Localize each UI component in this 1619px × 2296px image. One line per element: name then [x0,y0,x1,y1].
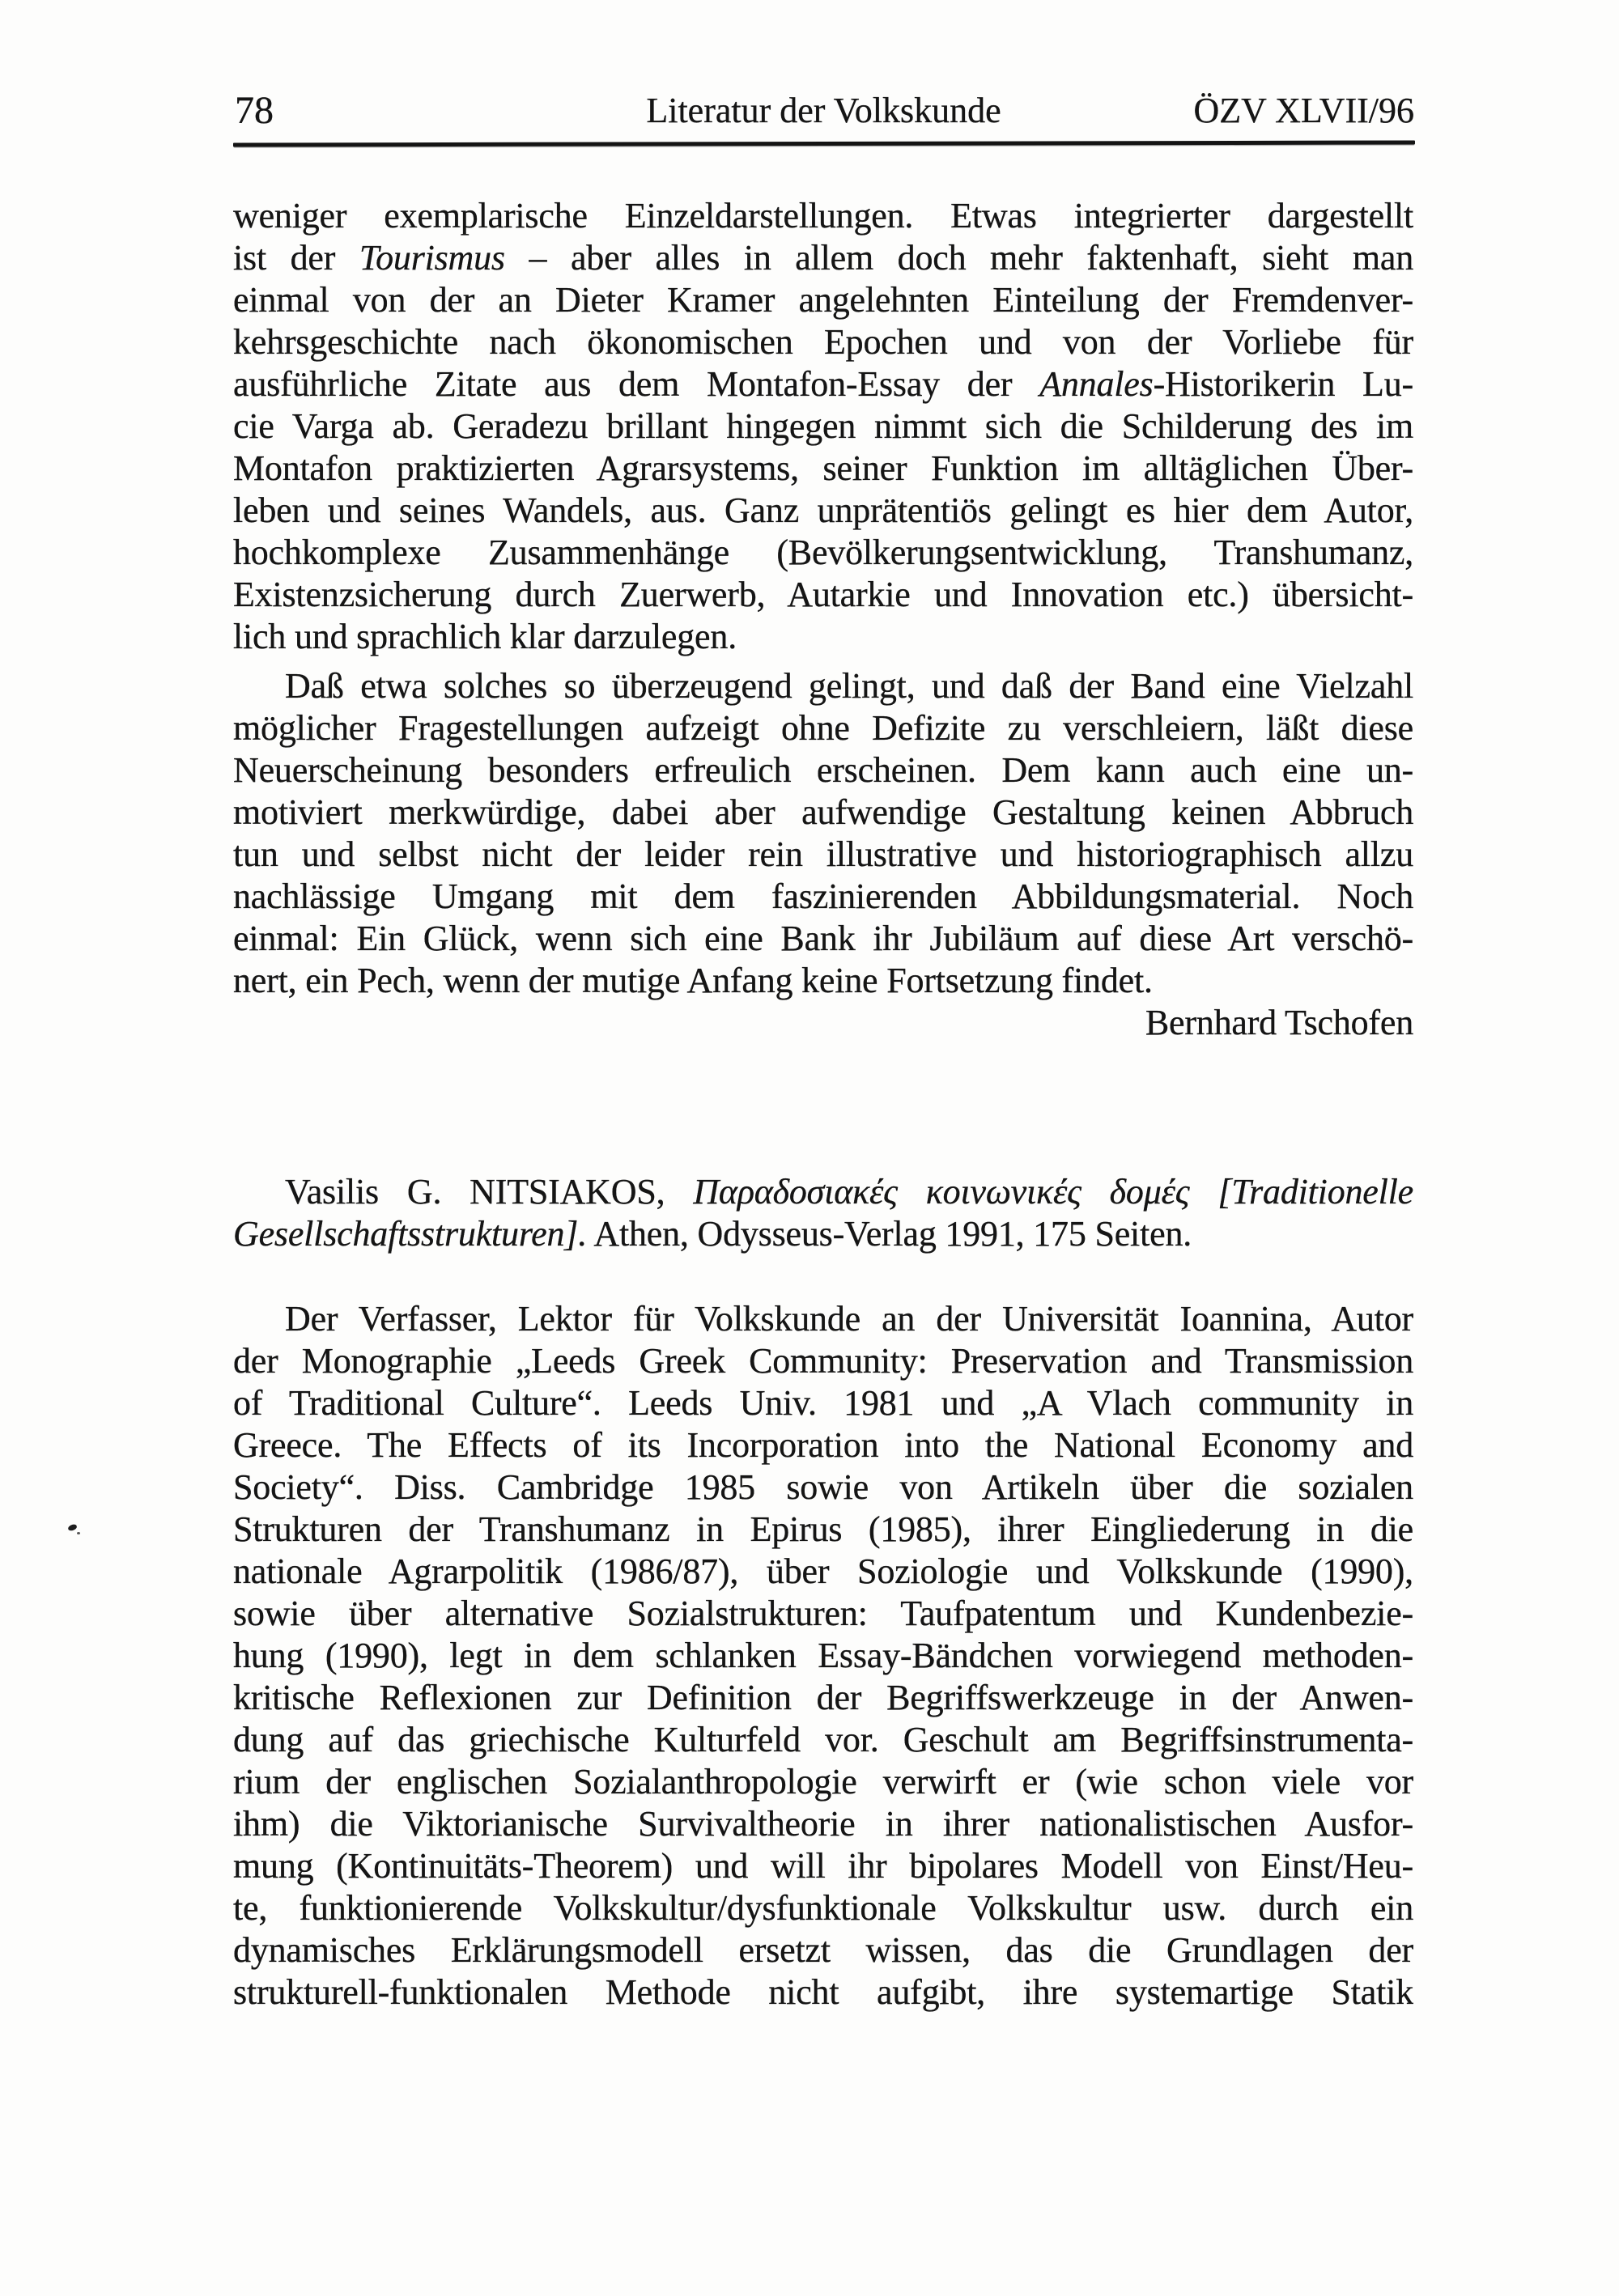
text-line [233,490,1413,532]
text-line [233,1803,1413,1845]
text-segment: möglicher Fragestellungen aufzeigt ohne Defizite zu verschleiern, läßt diese [233,708,1413,748]
text-line [233,1593,1413,1635]
text-line [233,532,1413,574]
ink-speck [67,1524,77,1531]
italic-text: Annales [1039,364,1154,404]
text-line [233,448,1413,490]
text-segment: mung (Kontinuitäts-Theorem) und will ihr bipolares Modell von Einst/Heu- [233,1846,1413,1886]
text-line [233,707,1413,749]
text-line [233,616,1413,658]
text-line [233,749,1413,792]
text-line [233,1340,1413,1382]
text-segment: Vasilis G. NITSIAKOS, [285,1172,694,1212]
text-segment: Athen, Odysseus-Verlag 1991, 175 Seiten. [587,1214,1192,1254]
text-segment: weniger exemplarische Einzeldarstellungen. Etwas integrierter dargestellt [233,196,1413,236]
text-segment: nachlässige Umgang mit dem faszinierenden Abbildungsmaterial. Noch [233,876,1413,916]
italic-text: Gesellschaftsstrukturen]. [233,1214,587,1254]
ink-speck [77,1532,80,1534]
text-line [233,1298,1413,1340]
text-line [233,1887,1413,1929]
text-line [233,1213,1413,1255]
text-line [233,1171,1413,1213]
text-segment: tun und selbst nicht der leider rein illustrative und historiographisch allzu [233,834,1413,874]
text-segment: dung auf das griechische Kulturfeld vor. Geschult am Begriffsinstrumenta- [233,1720,1413,1759]
text-line [233,195,1413,237]
text-line [233,1635,1413,1677]
text-line [233,834,1413,876]
book-citation [233,1171,1413,1255]
text-segment: Daß etwa solches so überzeugend gelingt, und daß der Band eine Vielzahl [285,666,1413,706]
text-segment: der Monographie „Leeds Greek Community: Preservation and Transmission [233,1341,1413,1381]
review-paragraph-opening [233,1298,1413,2014]
italic-text: Tourismus [359,238,505,278]
reviewer-signature: Bernhard Tschofen [1145,1003,1413,1042]
page-number: 78 [235,89,274,132]
text-segment: ihm) die Viktorianische Survivaltheorie in ihrer nationalistischen Ausfor- [233,1804,1413,1844]
text-segment: sowie über alternative Sozialstrukturen: Taufpatentum und Kundenbezie- [233,1594,1413,1633]
text-segment: lich und sprachlich klar darzulegen. [233,617,737,656]
text-segment: hochkomplexe Zusammenhänge (Bevölkerungsentwicklung, Transhumanz, [233,533,1413,572]
text-segment: nationale Agrarpolitik (1986/87), über Soziologie und Volkskunde (1990), [233,1551,1413,1591]
review-paragraph-continued [233,195,1413,658]
text-line [233,321,1413,363]
text-segment: of Traditional Culture“. Leeds Univ. 1981 und „A Vlach community in [233,1383,1413,1423]
page-header [233,90,1414,132]
text-segment: te, funktionierende Volkskultur/dysfunktionale Volkskultur usw. durch ein [233,1888,1413,1928]
text-segment: leben und seines Wandels, aus. Ganz unprätentiös gelingt es hier dem Autor, [233,490,1413,530]
text-line [233,1761,1413,1803]
text-line [233,876,1413,918]
text-segment: einmal von der an Dieter Kramer angelehnten Einteilung der Fremdenver- [233,280,1413,320]
text-line [233,363,1413,405]
text-segment: Montafon praktizierten Agrarsystems, seiner Funktion im alltäglichen Über- [233,448,1413,488]
text-line [233,237,1413,279]
text-segment: motiviert merkwürdige, dabei aber aufwendige Gestaltung keinen Abbruch [233,792,1413,832]
text-segment: – aber alles in allem doch mehr faktenhaft, sieht man [504,238,1413,278]
text-line [233,1509,1413,1551]
text-column [233,195,1413,2014]
text-segment: Der Verfasser, Lektor für Volkskunde an der Universität Ioannina, Autor [285,1299,1413,1339]
text-line [233,1382,1413,1424]
text-line [233,405,1413,448]
text-line [233,665,1413,707]
text-line [233,1929,1413,1971]
running-title: Literatur der Volkskunde [646,91,1001,130]
review-paragraph-closing [233,665,1413,1002]
text-line [233,918,1413,960]
journal-issue-label: ÖZV XLVII/96 [1193,91,1414,130]
text-line [233,279,1413,321]
text-line [233,960,1413,1002]
text-segment: ist der [233,238,359,278]
text-line [233,1677,1413,1719]
text-segment: hung (1990), legt in dem schlanken Essay-Bändchen vorwiegend methoden- [233,1636,1413,1675]
text-segment: rium der englischen Sozialanthropologie verwirft er (wie schon viele vor [233,1762,1413,1802]
text-segment: Strukturen der Transhumanz in Epirus (1985), ihrer Eingliederung in die [233,1509,1413,1549]
text-line [233,1424,1413,1466]
text-segment: strukturell-funktionalen Methode nicht aufgibt, ihre systemartige Statik [233,1972,1413,2012]
text-segment: kritische Reflexionen zur Definition der Begriffswerkzeuge in der Anwen- [233,1678,1413,1717]
text-segment: Neuerscheinung besonders erfreulich erscheinen. Dem kann auch eine un- [233,750,1413,790]
text-line [233,1719,1413,1761]
text-line [233,1845,1413,1887]
text-line [233,574,1413,616]
text-line [233,792,1413,834]
text-segment: dynamisches Erklärungsmodell ersetzt wissen, das die Grundlagen der [233,1930,1413,1970]
header-rule [233,140,1415,146]
text-segment: Greece. The Effects of its Incorporation into the National Economy and [233,1425,1413,1465]
italic-text: Παραδοσιακές κοινωνικές δομές [Traditionelle [693,1172,1413,1212]
text-segment: ausführliche Zitate aus dem Montafon-Essay der [233,364,1040,404]
text-segment: nert, ein Pech, wenn der mutige Anfang keine Fortsetzung findet. [233,961,1153,1000]
text-segment: -Historikerin Lu- [1153,364,1413,404]
text-segment: Society“. Diss. Cambridge 1985 sowie von Artikeln über die sozialen [233,1467,1413,1507]
text-segment: einmal: Ein Glück, wenn sich eine Bank ihr Jubiläum auf diese Art verschö- [233,919,1413,958]
text-line [233,1466,1413,1509]
text-segment: Existenzsicherung durch Zuerwerb, Autarkie und Innovation etc.) übersicht- [233,575,1413,614]
text-line [233,1971,1413,2014]
text-line [233,1551,1413,1593]
text-segment: kehrsgeschichte nach ökonomischen Epochen und von der Vorliebe für [233,322,1413,362]
text-segment: cie Varga ab. Geradezu brillant hingegen nimmt sich die Schilderung des im [233,406,1413,446]
